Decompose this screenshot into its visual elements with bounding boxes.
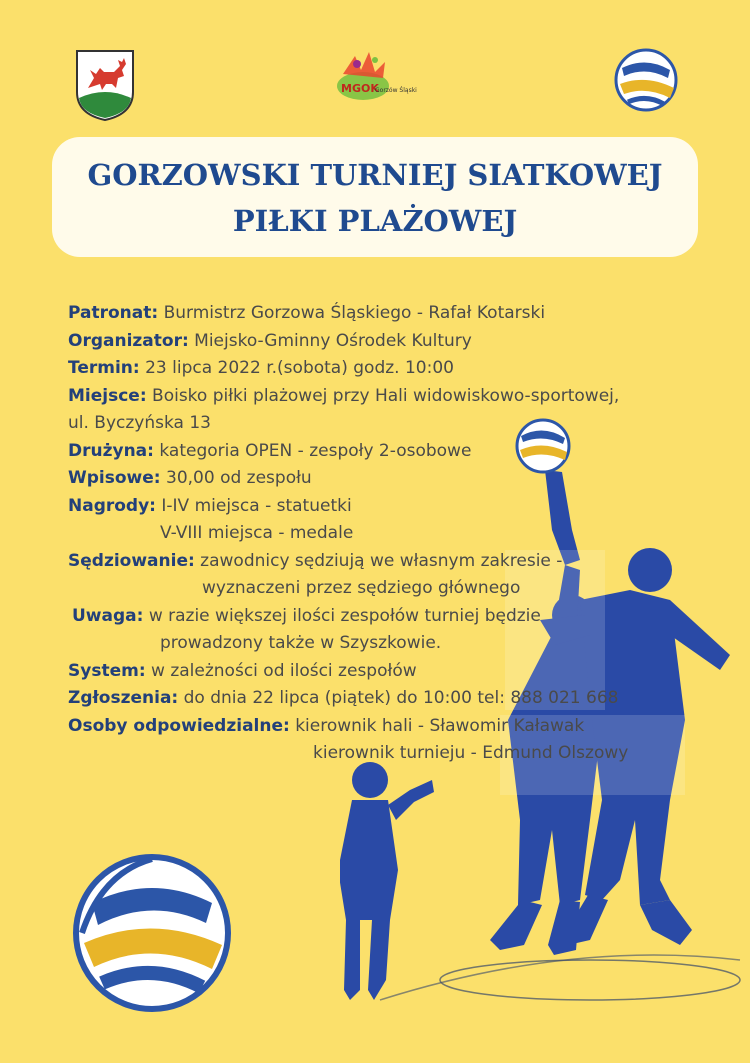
termin-label: Termin: [68,358,140,378]
gorzow-crest-icon [74,48,136,122]
nagrody-row-2 [68,520,708,548]
sedziowanie-value: zawodnicy sędziują we własnym zakresie - [194,550,563,571]
sedziowanie-row-2 [68,575,708,603]
patronat-row [68,300,708,328]
system-row [68,658,708,686]
termin-value: 23 lipca 2022 r.(sobota) godz. 10:00 [139,358,454,378]
mgok-logo-icon [335,48,421,108]
sedziowanie-value-2: wyznaczeni przez sędziego głównego [202,578,521,598]
uwaga-row-2 [68,630,708,658]
mgok-text: MGOK [341,82,379,95]
zgloszenia-row [68,685,708,713]
miejsce-label: Miejsce: [68,385,147,406]
zgloszenia-label: Zgłoszenia: [68,688,179,708]
osoby-label: Osoby odpowiedzialne: [68,715,290,736]
wpisowe-label: Wpisowe: [68,468,161,488]
osoby-row [68,713,708,741]
osoby-value: kierownik hali - Sławomir Kaławak [289,715,585,736]
nagrody-value: I-IV miejsca - statuetki [155,495,352,516]
organizator-value: Miejsko-Gminny Ośrodek Kultury [188,330,472,351]
uwaga-label: Uwaga: [72,605,144,626]
page-title [52,152,698,244]
nagrody-value-2: V-VIII miejsca - medale [160,523,354,543]
nagrody-label: Nagrody: [68,495,156,516]
patronat-label: Patronat: [68,303,159,323]
title-line-1: GORZOWSKI TURNIEJ SIATKOWEJ [87,158,663,192]
miejsce-row-2 [68,410,708,438]
uwaga-row [68,603,708,631]
organizator-row [68,328,708,356]
nagrody-row [68,493,708,521]
mgok-subtext: Gorzów Śląski [375,87,417,94]
uwaga-value: w razie większej ilości zespołów turniej będzie [143,605,541,626]
patronat-value: Burmistrz Gorzowa Śląskiego - Rafał Kotarski [158,303,546,323]
druzyna-value: kategoria OPEN - zespoły 2-osobowe [153,440,472,461]
volleyball-icon [72,853,232,1013]
druzyna-label: Drużyna: [68,440,154,461]
sedziowanie-label: Sędziowanie: [68,550,195,571]
sedziowanie-row [68,548,708,576]
druzyna-row [68,438,708,466]
event-info [68,300,708,768]
miejsce-value-2: ul. Byczyńska 13 [68,413,211,433]
wpisowe-row [68,465,708,493]
zgloszenia-value: do dnia 22 lipca (piątek) do 10:00 tel: 888 021 668 [178,688,619,708]
osoby-value-2: kierownik turnieju - Edmund Olszowy [313,743,629,763]
system-label: System: [68,660,146,681]
miejsce-value: Boisko piłki plażowej przy Hali widowiskowo-sportowej, [146,385,620,406]
volleyball-icon [614,48,678,112]
miejsce-row [68,383,708,411]
title-line-2: PIŁKI PLAŻOWEJ [232,204,518,238]
termin-row [68,355,708,383]
organizator-label: Organizator: [68,330,189,351]
uwaga-value-2: prowadzony także w Szyszkowie. [160,633,442,653]
wpisowe-value: 30,00 od zespołu [160,468,312,488]
system-value: w zależności od ilości zespołów [145,660,417,681]
osoby-row-2 [68,740,708,768]
